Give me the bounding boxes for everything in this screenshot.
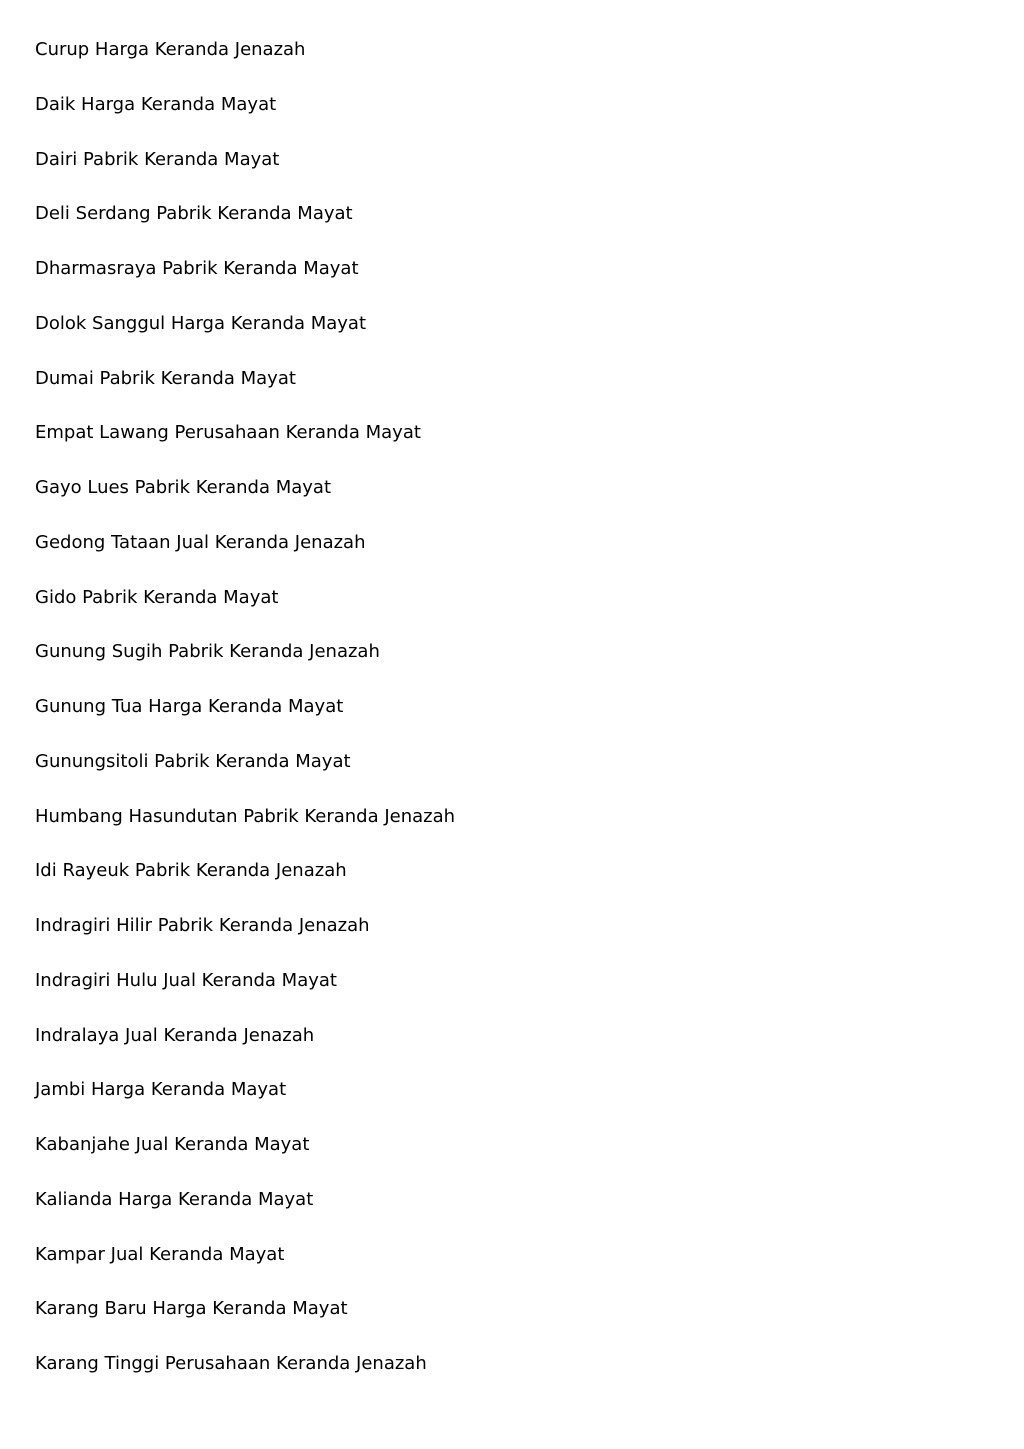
list-item — [35, 1186, 455, 1241]
list-item — [35, 310, 455, 365]
list-item-link[interactable]: Indragiri Hilir Pabrik Keranda Jenazah — [35, 915, 370, 936]
list-item-link[interactable]: Dairi Pabrik Keranda Mayat — [35, 148, 280, 170]
list-item — [35, 1350, 455, 1405]
list-item-link[interactable]: Karang Baru Harga Keranda Mayat — [35, 1298, 348, 1320]
list-item-link[interactable]: Indragiri Hulu Jual Keranda Mayat — [35, 969, 337, 991]
list-item-link[interactable]: Humbang Hasundutan Pabrik Keranda Jenazah — [35, 805, 456, 827]
list-item-link[interactable]: Curup Harga Keranda Jenazah — [35, 39, 306, 60]
list-item-link[interactable]: Dumai Pabrik Keranda Mayat — [35, 367, 296, 389]
list-item-link[interactable]: Dharmasraya Pabrik Keranda Mayat — [35, 258, 359, 279]
list-item-link[interactable]: Kampar Jual Keranda Mayat — [35, 1243, 285, 1265]
list-item — [35, 419, 455, 474]
list-item-link[interactable]: Indralaya Jual Keranda Jenazah — [35, 1024, 315, 1046]
list-item — [35, 1076, 455, 1131]
list-item — [35, 803, 455, 858]
list-item-link[interactable]: Empat Lawang Perusahaan Keranda Mayat — [35, 422, 421, 444]
list-item-link[interactable]: Gayo Lues Pabrik Keranda Mayat — [35, 477, 332, 498]
list-item — [35, 1131, 455, 1186]
list-item — [35, 967, 455, 1022]
list-item — [35, 200, 455, 255]
list-item — [35, 474, 455, 529]
list-item-link[interactable]: Gunung Sugih Pabrik Keranda Jenazah — [35, 641, 380, 663]
list-item-link[interactable]: Gunungsitoli Pabrik Keranda Mayat — [35, 750, 351, 772]
list-item — [35, 912, 455, 967]
list-item — [35, 1022, 455, 1077]
list-item-link[interactable]: Karang Tinggi Perusahaan Keranda Jenazah — [35, 1353, 427, 1374]
list-item-link[interactable]: Gunung Tua Harga Keranda Mayat — [35, 696, 344, 717]
list-item-link[interactable]: Jambi Harga Keranda Mayat — [35, 1079, 287, 1101]
list-item — [35, 693, 455, 748]
list-item — [35, 857, 455, 912]
list-item — [35, 638, 455, 693]
list-item — [35, 529, 455, 584]
list-item — [35, 748, 455, 803]
list-item-link[interactable]: Daik Harga Keranda Mayat — [35, 93, 277, 115]
list-item-link[interactable]: Idi Rayeuk Pabrik Keranda Jenazah — [35, 860, 347, 882]
list-item — [35, 1241, 455, 1296]
list-item-link[interactable]: Kabanjahe Jual Keranda Mayat — [35, 1134, 310, 1155]
list-item-link[interactable]: Gedong Tataan Jual Keranda Jenazah — [35, 531, 366, 553]
location-link-list — [35, 36, 455, 1405]
list-item — [35, 146, 455, 201]
list-item-link[interactable]: Dolok Sanggul Harga Keranda Mayat — [35, 312, 367, 334]
list-item-link[interactable]: Gido Pabrik Keranda Mayat — [35, 586, 279, 608]
list-item — [35, 36, 455, 91]
list-item — [35, 255, 455, 310]
list-item — [35, 91, 455, 146]
list-item — [35, 584, 455, 639]
list-item — [35, 1295, 455, 1350]
list-item-link[interactable]: Kalianda Harga Keranda Mayat — [35, 1188, 314, 1210]
list-item — [35, 365, 455, 420]
list-item-link[interactable]: Deli Serdang Pabrik Keranda Mayat — [35, 203, 353, 225]
